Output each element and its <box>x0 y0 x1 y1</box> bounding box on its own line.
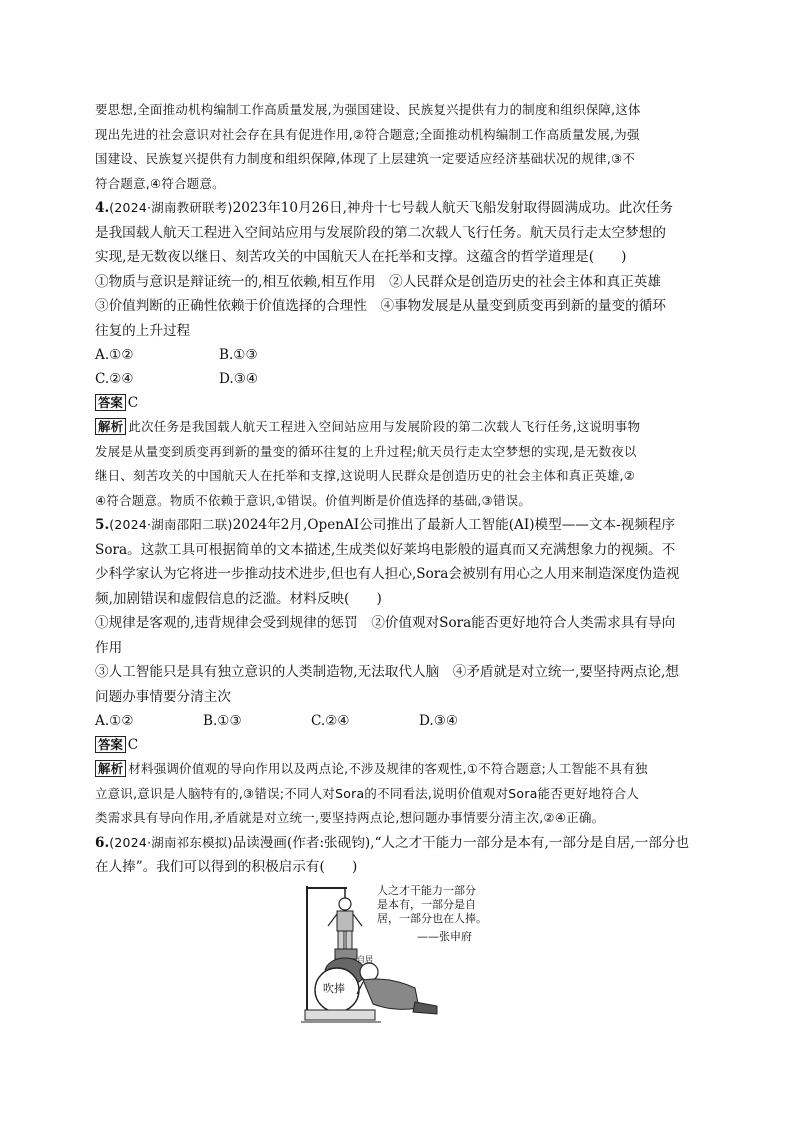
question-5-item: 作用 <box>95 639 123 656</box>
question-4-stem-line: 实现,是无数夜以继日、刻苦攻关的中国航天人在托举和支撑。这蕴含的哲学道理是( ) <box>95 249 627 265</box>
question-4-analysis-line: 发展是从量变到质变再到新的量变的循环往复的上升过程;航天员行走太空梦想的实现,是无数夜以 <box>95 443 637 459</box>
prev-explanation-line: 符合题意,④符合题意。 <box>95 175 225 191</box>
analysis-tag: 解析 <box>95 760 126 777</box>
cartoon-quote-line: 是本有，一部分是自 <box>377 897 476 911</box>
option-d: D.③④ <box>219 371 259 387</box>
question-5-answer <box>95 733 701 757</box>
answer-tag: 答案 <box>95 736 126 753</box>
option-b: B.①③ <box>219 347 258 363</box>
option-c: C.②④ <box>95 371 134 387</box>
cartoon-bubble-label: 吹捧 <box>323 981 345 995</box>
prev-explanation-line: 现出先进的社会意识对社会存在具有促进作用,②符合题意;全面推动机构编制工作高质量发展,为强 <box>95 126 640 142</box>
question-6-stem <box>95 831 701 856</box>
cartoon-quote <box>377 884 507 926</box>
question-source: (2024·湖南邵阳二联) <box>109 517 233 532</box>
option-d: D.③④ <box>419 713 459 729</box>
document-page <box>95 98 701 1032</box>
question-4-item: ③价值判断的正确性依赖于价值选择的合理性 ④事物发展是从量变到质变再到新的量变的循环 <box>95 298 666 314</box>
question-5-stem-line: 少科学家认为它将进一步推动技术进步,但也有人担心,Sora会被别有用心之人用来制造深度伪造视 <box>95 566 680 582</box>
question-4-item: ①物质与意识是辩证统一的,相互依赖,相互作用 ②人民群众是创造历史的社会主体和真正英雄 <box>95 273 661 290</box>
question-5-options-row <box>95 709 701 733</box>
question-5-analysis-line: 类需求具有导向作用,矛盾就是对立统一,要坚持两点论,想问题办事情要分清主次,②④正确。 <box>95 810 605 825</box>
question-stem-text: 品读漫画(作者:张砚钧),“人之才干能力一部分是本有,一部分是自居,一部分也 <box>232 834 690 851</box>
question-source: (2024·湖南祁东模拟) <box>109 834 233 850</box>
analysis-text: 此次任务是我国载人航天工程进入空间站应用与发展阶段的第二次载人飞行任务,这说明事物 <box>128 419 641 434</box>
question-5-analysis-line: 立意识,意识是人脑特有的,③错误;不同人对Sora的不同看法,说明价值观对Sora能否更好地符合人 <box>95 785 640 801</box>
question-number: 5. <box>95 517 110 533</box>
question-6-stem-line: 在人捧”。我们可以得到的积极启示有( ) <box>95 859 358 875</box>
question-4-item: 往复的上升过程 <box>95 322 191 339</box>
question-5-stem <box>95 513 701 538</box>
question-4-options-row <box>95 367 701 391</box>
cartoon-figure <box>297 884 513 1032</box>
question-number: 6. <box>95 834 110 851</box>
cartoon-quote-line: 居，一部分也在人捧。 <box>377 911 487 925</box>
question-5-item: ③人工智能只是具有独立意识的人类制造物,无法取代人脑 ④矛盾就是对立统一,要坚持两点论,想 <box>95 664 679 680</box>
analysis-text: 材料强调价值观的导向作用以及两点论,不涉及规律的客观性,①不符合题意;人工智能不具有独 <box>128 761 648 776</box>
question-4-stem-line: 是我国载人航天工程进入空间站应用与发展阶段的第二次载人飞行任务。航天员行走太空梦想的 <box>95 224 666 241</box>
question-5-stem-line: 频,加剧错误和虚假信息的泛滥。材料反映( ) <box>95 590 382 607</box>
option-c: C.②④ <box>311 713 350 729</box>
question-4-stem <box>95 196 701 221</box>
answer-value: C <box>127 737 139 753</box>
cartoon-quote-author: ——张申府 <box>417 929 472 943</box>
option-a: A.①② <box>95 347 134 363</box>
question-4-analysis <box>95 415 701 440</box>
answer-tag: 答案 <box>95 394 126 411</box>
question-5-item: 问题办事情要分清主次 <box>95 688 231 705</box>
answer-value: C <box>127 395 139 411</box>
option-b: B.①③ <box>203 713 242 729</box>
question-number: 4. <box>95 200 110 216</box>
question-4-analysis-line: ④符合题意。物质不依赖于意识,①错误。价值判断是价值选择的基础,③错误。 <box>95 492 532 508</box>
option-a: A.①② <box>95 713 134 729</box>
question-source: (2024·湖南教研联考) <box>109 200 233 215</box>
cartoon-self-label: 自居 <box>357 954 373 964</box>
question-4-options-row <box>95 343 701 367</box>
prev-explanation-line: 国建设、民族复兴提供有力制度和组织保障,体现了上层建筑一定要适应经济基础状况的规律,③不 <box>95 151 636 166</box>
question-5-analysis <box>95 757 701 782</box>
question-5-stem-line: Sora。这款工具可根据简单的文本描述,生成类似好莱坞电影般的逼真而又充满想象力的视频。不 <box>95 541 676 558</box>
question-4-answer <box>95 391 701 415</box>
prev-explanation-line: 要思想,全面推动机构编制工作高质量发展,为强国建设、民族复兴提供有力的制度和组织保障,这体 <box>95 102 641 117</box>
cartoon-quote-line: 人之才干能力一部分 <box>377 883 476 897</box>
question-4-analysis-line: 继日、刻苦攻关的中国航天人在托举和支撑,这说明人民群众是创造历史的社会主体和真正英雄,② <box>95 468 636 483</box>
analysis-tag: 解析 <box>95 418 126 435</box>
question-stem-text: 2023年10月26日,神舟十七号载人航天飞船发射取得圆满成功。此次任务 <box>232 200 674 216</box>
question-5-item: ①规律是客观的,违背规律会受到规律的惩罚 ②价值观对Sora能否更好地符合人类需求具有导向 <box>95 615 676 631</box>
question-stem-text: 2024年2月,OpenAI公司推出了最新人工智能(AI)模型——文本-视频程序 <box>232 517 676 533</box>
